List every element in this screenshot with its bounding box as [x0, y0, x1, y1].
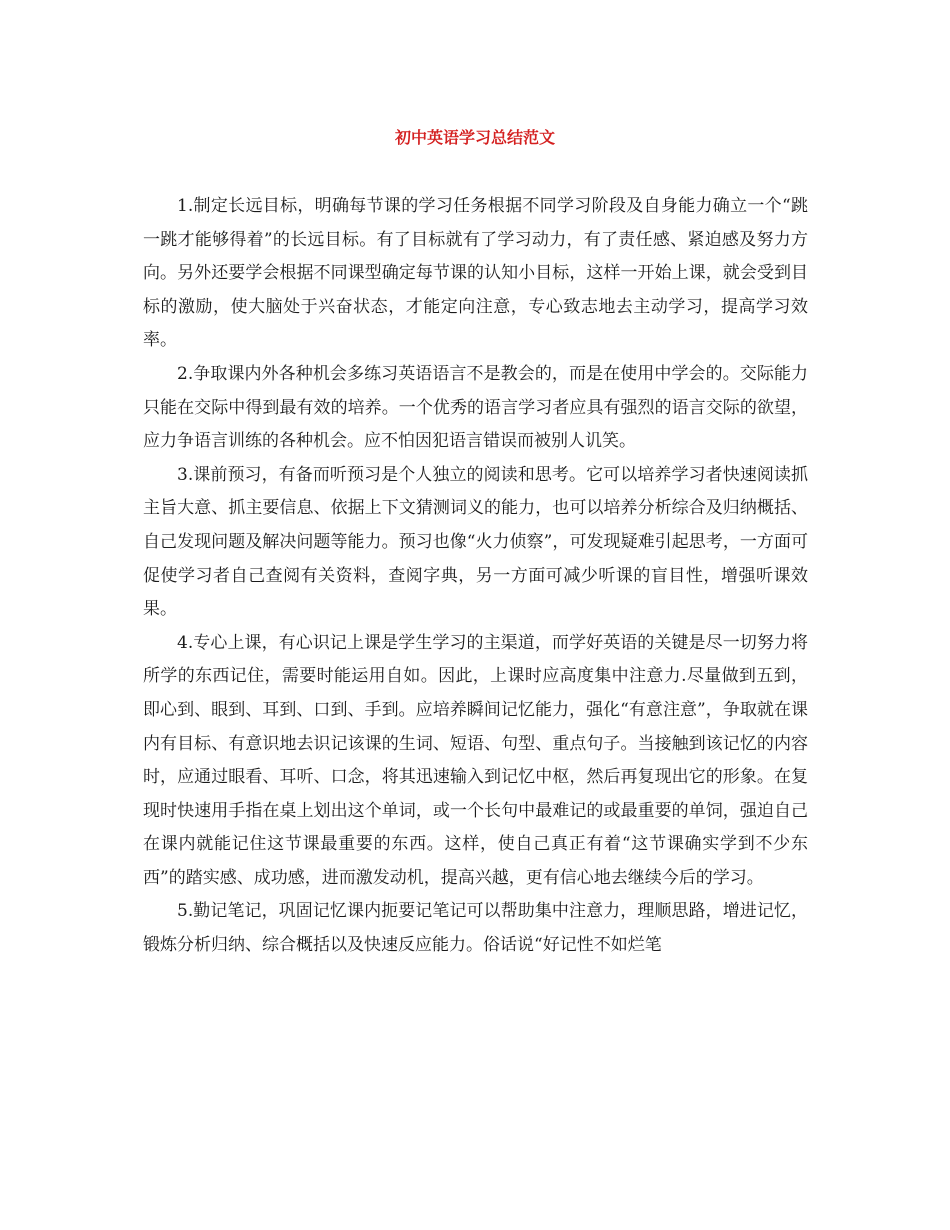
- paragraph-1: 1.制定长远目标，明确每节课的学习任务根据不同学习阶段及自身能力确立一个“跳一跳才能够得着”的长远目标。有了目标就有了学习动力，有了责任感、紧迫感及努力方向。另外还要学会根据不同课型确定每节课的认知小目标，这样一开始上课，就会受到目标的激励，使大脑处于兴奋状态，才能定向注意，专心致志地去主动学习，提高学习效率。: [143, 196, 808, 351]
- paragraph-4: 4.专心上课，有心识记上课是学生学习的主渠道，而学好英语的关键是尽一切努力将所学的东西记住，需要时能运用自如。因此，上课时应高度集中注意力.尽量做到五到，即心到、眼到、耳到、口到、手到。应培养瞬间记忆能力，强化“有意注意”，争取就在课内有目标、有意识地去识记该课的生词、短语、句型、重点句子。当接触到该记忆的内容时，应通过眼看、耳听、口念，将其迅速输入到记忆中枢，然后再复现出它的形象。在复现时快速用手指在桌上划出这个单词，或一个长句中最难记的或最重要的单饲，强迫自己在课内就能记住这节课最重要的东西。这样，使自己真正有着“这节课确实学到不少东西”的踏实感、成功感，进而激发动机，提高兴越，更有信心地去继续今后的学习。: [143, 632, 808, 888]
- document-title: 初中英语学习总结范文: [394, 128, 555, 147]
- document-body: [143, 190, 808, 963]
- paragraph-5: 5.勤记笔记，巩固记忆课内扼要记笔记可以帮助集中注意力，理顺思路，增进记忆，锻炼分析归纳、综合概括以及快速反应能力。俗话说“好记性不如烂笔: [143, 901, 808, 956]
- paragraph-3: 3.课前预习，有备而听预习是个人独立的阅读和思考。它可以培养学习者快速阅读抓主旨大意、抓主要信息、依据上下文猜测词义的能力，也可以培养分析综合及归纳概括、自己发现问题及解决问题等能力。预习也像“火力侦察”，可发现疑难引起思考，一方面可促使学习者自己查阅有关资料，查阅字典，另一方面可减少听课的盲目性，增强听课效果。: [143, 464, 808, 620]
- paragraph-2: 2.争取课内外各种机会多练习英语语言不是教会的，而是在使用中学会的。交际能力只能在交际中得到最有效的培养。一个优秀的语言学习者应具有强烈的语言交际的欲望，应力争语言训练的各种机会。应不怕因犯语言错误而被别人讥笑。: [143, 363, 808, 452]
